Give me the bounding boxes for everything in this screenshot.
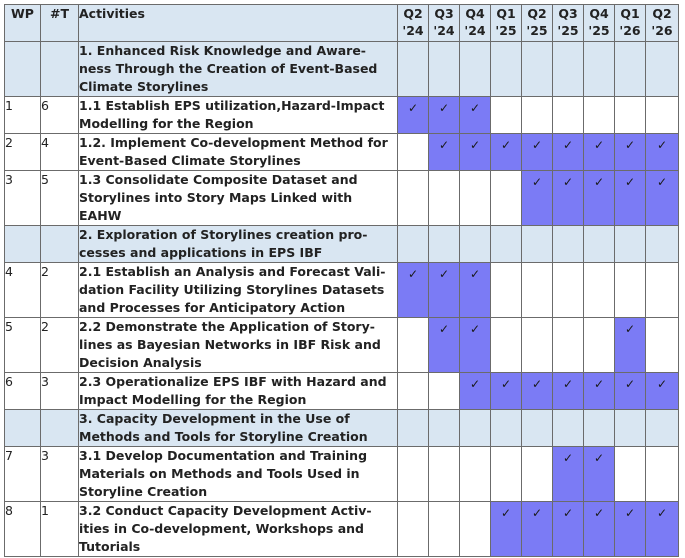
section-wp-cell	[5, 410, 41, 447]
quarter-cell	[615, 97, 646, 134]
quarter-cell	[553, 318, 584, 373]
section-task-cell	[41, 42, 79, 97]
quarter-cell	[429, 134, 460, 171]
section-quarter-cell	[646, 410, 679, 447]
wp-number: 2	[5, 134, 41, 171]
quarter-cell	[522, 263, 553, 318]
quarter-cell	[460, 447, 491, 502]
section-row	[5, 42, 679, 97]
quarter-cell	[646, 502, 679, 557]
section-quarter-cell	[398, 226, 429, 263]
check-icon: ✓	[469, 267, 481, 281]
section-task-cell	[41, 226, 79, 263]
quarter-cell	[460, 318, 491, 373]
check-icon: ✓	[593, 451, 605, 465]
section-quarter-cell	[398, 42, 429, 97]
task-row	[5, 502, 679, 557]
quarter-cell	[429, 318, 460, 373]
quarter-cell	[491, 318, 522, 373]
section-quarter-cell	[553, 42, 584, 97]
check-icon: ✓	[500, 138, 512, 152]
quarter-cell	[615, 502, 646, 557]
check-icon: ✓	[469, 138, 481, 152]
quarter-year: '26	[651, 23, 673, 38]
quarter-cell	[429, 502, 460, 557]
quarter-cell	[646, 318, 679, 373]
quarter-cell	[584, 97, 615, 134]
quarter-label: Q2	[527, 6, 547, 21]
quarter-year: '24	[464, 23, 486, 38]
quarter-cell	[398, 373, 429, 410]
check-icon: ✓	[531, 377, 543, 391]
task-count: 5	[41, 171, 79, 226]
quarter-cell	[584, 447, 615, 502]
task-count: 6	[41, 97, 79, 134]
task-row	[5, 447, 679, 502]
quarter-cell	[553, 263, 584, 318]
check-icon: ✓	[656, 377, 668, 391]
quarter-cell	[584, 373, 615, 410]
section-quarter-cell	[615, 42, 646, 97]
wp-number: 6	[5, 373, 41, 410]
section-quarter-cell	[646, 226, 679, 263]
task-count: 2	[41, 318, 79, 373]
section-quarter-cell	[460, 226, 491, 263]
check-icon: ✓	[438, 138, 450, 152]
quarter-cell	[491, 447, 522, 502]
task-count: 1	[41, 502, 79, 557]
check-icon: ✓	[593, 175, 605, 189]
check-icon: ✓	[624, 138, 636, 152]
task-count: 3	[41, 447, 79, 502]
quarter-year: '25	[588, 23, 610, 38]
quarter-cell	[584, 134, 615, 171]
quarter-label: Q2	[403, 6, 423, 21]
quarter-cell	[460, 171, 491, 226]
section-quarter-cell	[522, 42, 553, 97]
quarter-cell	[553, 97, 584, 134]
task-count: 3	[41, 373, 79, 410]
quarter-cell	[398, 134, 429, 171]
check-icon: ✓	[438, 322, 450, 336]
check-icon: ✓	[593, 506, 605, 520]
check-icon: ✓	[624, 377, 636, 391]
section-quarter-cell	[584, 410, 615, 447]
quarter-cell	[584, 502, 615, 557]
header-quarter	[646, 5, 679, 42]
quarter-cell	[553, 171, 584, 226]
section-quarter-cell	[553, 226, 584, 263]
check-icon: ✓	[656, 175, 668, 189]
check-icon: ✓	[562, 451, 574, 465]
quarter-cell	[522, 134, 553, 171]
task-row	[5, 373, 679, 410]
quarter-cell	[491, 263, 522, 318]
check-icon: ✓	[500, 506, 512, 520]
quarter-cell	[646, 263, 679, 318]
section-quarter-cell	[615, 226, 646, 263]
check-icon: ✓	[531, 175, 543, 189]
header-quarter	[553, 5, 584, 42]
quarter-year: '26	[619, 23, 641, 38]
quarter-cell	[522, 373, 553, 410]
quarter-cell	[522, 502, 553, 557]
header-quarter	[615, 5, 646, 42]
quarter-year: '25	[495, 23, 517, 38]
header-quarter	[429, 5, 460, 42]
section-wp-cell	[5, 42, 41, 97]
quarter-cell	[646, 134, 679, 171]
task-row	[5, 97, 679, 134]
quarter-year: '24	[433, 23, 455, 38]
check-icon: ✓	[438, 267, 450, 281]
quarter-cell	[460, 373, 491, 410]
quarter-cell	[522, 447, 553, 502]
check-icon: ✓	[469, 322, 481, 336]
check-icon: ✓	[593, 138, 605, 152]
quarter-cell	[615, 134, 646, 171]
activity-name: 2.1 Establish an Analysis and Forecast Vali- dation Facility Utilizing Storylines Datasets and Processes for Anticipatory Action	[79, 263, 398, 318]
quarter-cell	[460, 263, 491, 318]
activity-name: 3.2 Conduct Capacity Development Activ- ities in Co-development, Workshops and Tutorials	[79, 502, 398, 557]
section-quarter-cell	[553, 410, 584, 447]
quarter-cell	[553, 447, 584, 502]
quarter-label: Q2	[652, 6, 672, 21]
section-quarter-cell	[522, 226, 553, 263]
quarter-cell	[646, 447, 679, 502]
quarter-label: Q1	[496, 6, 516, 21]
quarter-cell	[429, 373, 460, 410]
check-icon: ✓	[469, 101, 481, 115]
check-icon: ✓	[562, 175, 574, 189]
section-title: 2. Exploration of Storylines creation pro- cesses and applications in EPS IBF	[79, 226, 398, 263]
header-task-count: #T	[41, 5, 79, 42]
quarter-cell	[429, 171, 460, 226]
quarter-cell	[429, 447, 460, 502]
section-quarter-cell	[429, 226, 460, 263]
quarter-cell	[491, 502, 522, 557]
quarter-cell	[491, 171, 522, 226]
quarter-cell	[491, 373, 522, 410]
quarter-cell	[398, 171, 429, 226]
quarter-cell	[584, 171, 615, 226]
check-icon: ✓	[531, 138, 543, 152]
check-icon: ✓	[531, 506, 543, 520]
quarter-label: Q3	[434, 6, 454, 21]
check-icon: ✓	[562, 138, 574, 152]
check-icon: ✓	[469, 377, 481, 391]
wp-number: 3	[5, 171, 41, 226]
quarter-label: Q4	[465, 6, 485, 21]
header-row	[5, 5, 679, 42]
header-quarter	[584, 5, 615, 42]
quarter-cell	[615, 263, 646, 318]
section-quarter-cell	[460, 42, 491, 97]
check-icon: ✓	[624, 506, 636, 520]
check-icon: ✓	[593, 377, 605, 391]
quarter-cell	[460, 502, 491, 557]
wp-number: 1	[5, 97, 41, 134]
task-row	[5, 171, 679, 226]
section-title: 1. Enhanced Risk Knowledge and Aware- ness Through the Creation of Event-Based Climate Storylines	[79, 42, 398, 97]
check-icon: ✓	[624, 322, 636, 336]
quarter-cell	[584, 318, 615, 373]
check-icon: ✓	[656, 138, 668, 152]
quarter-cell	[491, 97, 522, 134]
quarter-label: Q1	[620, 6, 640, 21]
quarter-year: '24	[402, 23, 424, 38]
section-title: 3. Capacity Development in the Use of Methods and Tools for Storyline Creation	[79, 410, 398, 447]
quarter-cell	[460, 134, 491, 171]
check-icon: ✓	[624, 175, 636, 189]
task-count: 4	[41, 134, 79, 171]
activity-name: 2.2 Demonstrate the Application of Story- lines as Bayesian Networks in IBF Risk and Decision Analysis	[79, 318, 398, 373]
quarter-cell	[615, 171, 646, 226]
section-row	[5, 226, 679, 263]
section-quarter-cell	[491, 42, 522, 97]
header-quarter	[491, 5, 522, 42]
activity-timeline-table	[4, 4, 679, 557]
header-quarter	[398, 5, 429, 42]
quarter-cell	[553, 373, 584, 410]
wp-number: 5	[5, 318, 41, 373]
task-row	[5, 263, 679, 318]
quarter-cell	[429, 263, 460, 318]
quarter-cell	[615, 373, 646, 410]
check-icon: ✓	[500, 377, 512, 391]
header-quarter	[460, 5, 491, 42]
quarter-cell	[429, 97, 460, 134]
quarter-label: Q3	[558, 6, 578, 21]
section-quarter-cell	[429, 42, 460, 97]
quarter-cell	[398, 447, 429, 502]
quarter-cell	[491, 134, 522, 171]
quarter-cell	[615, 318, 646, 373]
quarter-cell	[553, 134, 584, 171]
quarter-cell	[553, 502, 584, 557]
check-icon: ✓	[407, 267, 419, 281]
quarter-cell	[398, 502, 429, 557]
section-quarter-cell	[491, 226, 522, 263]
quarter-year: '25	[557, 23, 579, 38]
wp-number: 8	[5, 502, 41, 557]
task-row	[5, 134, 679, 171]
section-quarter-cell	[522, 410, 553, 447]
activity-name: 1.2. Implement Co-development Method for Event-Based Climate Storylines	[79, 134, 398, 171]
activity-name: 3.1 Develop Documentation and Training Materials on Methods and Tools Used in Storyline Creation	[79, 447, 398, 502]
quarter-cell	[584, 263, 615, 318]
section-quarter-cell	[584, 42, 615, 97]
quarter-cell	[646, 171, 679, 226]
section-wp-cell	[5, 226, 41, 263]
activity-name: 2.3 Operationalize EPS IBF with Hazard and Impact Modelling for the Region	[79, 373, 398, 410]
section-quarter-cell	[646, 42, 679, 97]
quarter-year: '25	[526, 23, 548, 38]
quarter-cell	[398, 97, 429, 134]
quarter-cell	[646, 373, 679, 410]
check-icon: ✓	[656, 506, 668, 520]
section-row	[5, 410, 679, 447]
task-count: 2	[41, 263, 79, 318]
quarter-cell	[522, 171, 553, 226]
quarter-label: Q4	[589, 6, 609, 21]
quarter-cell	[398, 263, 429, 318]
section-quarter-cell	[460, 410, 491, 447]
quarter-cell	[398, 318, 429, 373]
check-icon: ✓	[562, 377, 574, 391]
section-quarter-cell	[429, 410, 460, 447]
quarter-cell	[460, 97, 491, 134]
task-row	[5, 318, 679, 373]
activity-name: 1.1 Establish EPS utilization,Hazard-Impact Modelling for the Region	[79, 97, 398, 134]
check-icon: ✓	[562, 506, 574, 520]
section-quarter-cell	[584, 226, 615, 263]
header-quarter	[522, 5, 553, 42]
activity-name: 1.3 Consolidate Composite Dataset and Storylines into Story Maps Linked with EAHW	[79, 171, 398, 226]
quarter-cell	[646, 97, 679, 134]
header-wp: WP	[5, 5, 41, 42]
quarter-cell	[615, 447, 646, 502]
wp-number: 7	[5, 447, 41, 502]
header-activities: Activities	[79, 5, 398, 42]
section-quarter-cell	[491, 410, 522, 447]
quarter-cell	[522, 97, 553, 134]
section-quarter-cell	[398, 410, 429, 447]
wp-number: 4	[5, 263, 41, 318]
section-task-cell	[41, 410, 79, 447]
section-quarter-cell	[615, 410, 646, 447]
check-icon: ✓	[407, 101, 419, 115]
check-icon: ✓	[438, 101, 450, 115]
quarter-cell	[522, 318, 553, 373]
